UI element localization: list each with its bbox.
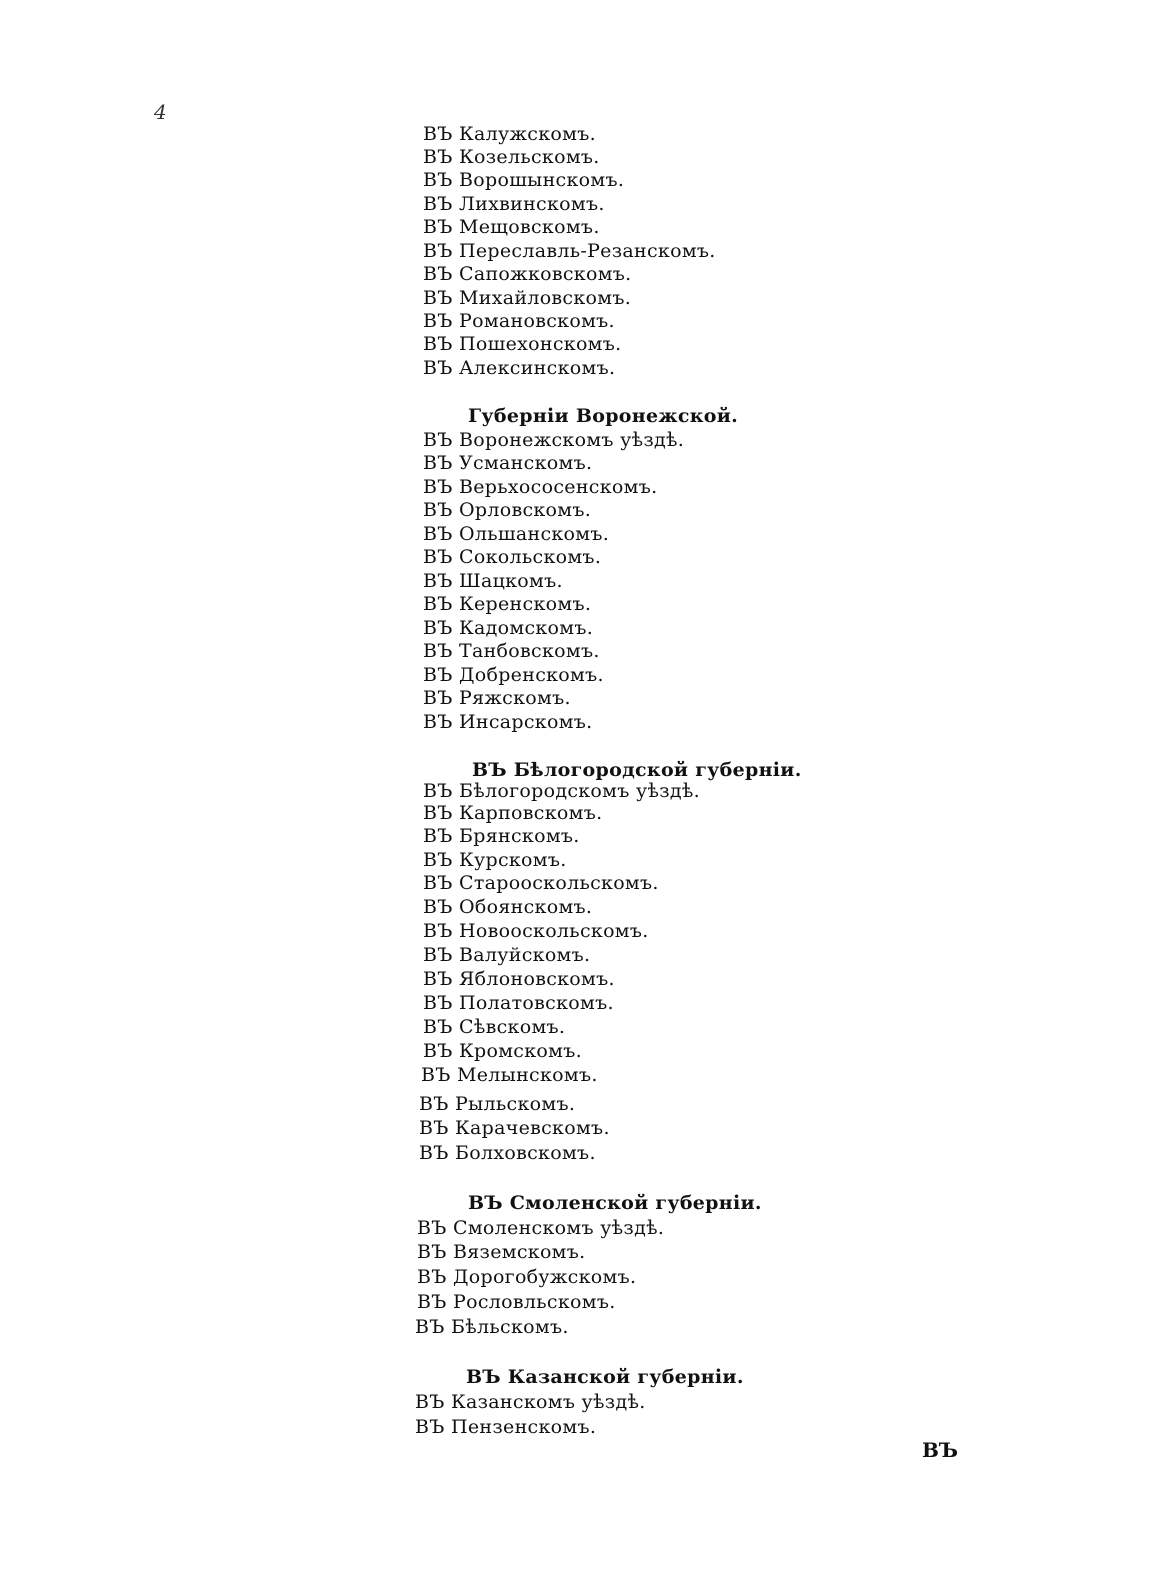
section-heading: ВЪ Бѣлогородской губерніи.	[472, 759, 802, 781]
text-line: ВЪ Болховскомъ.	[419, 1142, 596, 1164]
text-line: ВЪ Ольшанскомъ.	[423, 523, 610, 545]
text-line: ВЪ Мелынскомъ.	[421, 1064, 598, 1086]
text-line: ВЪ Пошехонскомъ.	[423, 333, 622, 355]
text-line: ВЪ Рословльскомъ.	[417, 1291, 616, 1313]
text-line: ВЪ Сѣвскомъ.	[423, 1016, 566, 1038]
text-line: ВЪ Пензенскомъ.	[415, 1416, 597, 1438]
text-line: ВЪ Верьхососенскомъ.	[423, 476, 658, 498]
section-heading: ВЪ Смоленской губерніи.	[468, 1192, 762, 1214]
catchword: ВЪ	[922, 1438, 959, 1462]
text-line: ВЪ Инсарскомъ.	[423, 711, 593, 733]
text-line: ВЪ Полатовскомъ.	[423, 992, 614, 1014]
text-line: ВЪ Курскомъ.	[423, 849, 567, 871]
text-line: ВЪ Ряжскомъ.	[423, 687, 571, 709]
text-line: ВЪ Смоленскомъ уѣздѣ.	[417, 1217, 665, 1239]
text-line: ВЪ Танбовскомъ.	[423, 640, 600, 662]
text-line: ВЪ Обоянскомъ.	[423, 896, 593, 918]
page-number: 4	[154, 100, 167, 124]
text-line: ВЪ Лихвинскомъ.	[423, 193, 605, 215]
text-line: ВЪ Старооскольскомъ.	[423, 872, 659, 894]
text-line: ВЪ Козельскомъ.	[423, 146, 600, 168]
text-line: ВЪ Карачевскомъ.	[419, 1117, 610, 1139]
text-line: ВЪ Шацкомъ.	[423, 570, 563, 592]
text-line: ВЪ Переславль-Резанскомъ.	[423, 240, 716, 262]
text-line: ВЪ Брянскомъ.	[423, 825, 580, 847]
text-line: ВЪ Валуйскомъ.	[423, 944, 591, 966]
text-line: ВЪ Алексинскомъ.	[423, 357, 616, 379]
text-line: ВЪ Мещовскомъ.	[423, 216, 600, 238]
text-line: ВЪ Ворошынскомъ.	[423, 169, 625, 191]
text-line: ВЪ Рыльскомъ.	[419, 1093, 576, 1115]
text-line: ВЪ Михайловскомъ.	[423, 287, 632, 309]
text-line: ВЪ Кромскомъ.	[423, 1040, 582, 1062]
text-line: ВЪ Бѣлогородскомъ уѣздѣ.	[423, 780, 700, 802]
text-line: ВЪ Орловскомъ.	[423, 499, 592, 521]
text-line: ВЪ Новооскольскомъ.	[423, 920, 649, 942]
text-line: ВЪ Вяземскомъ.	[417, 1241, 586, 1263]
text-line: ВЪ Бѣльскомъ.	[415, 1316, 569, 1338]
text-line: ВЪ Добренскомъ.	[423, 664, 604, 686]
section-heading: ВЪ Казанской губерніи.	[466, 1366, 744, 1388]
text-line: ВЪ Усманскомъ.	[423, 452, 593, 474]
text-line: ВЪ Сокольскомъ.	[423, 546, 602, 568]
text-line: ВЪ Казанскомъ уѣздѣ.	[415, 1391, 646, 1413]
text-line: ВЪ Карповскомъ.	[423, 802, 603, 824]
text-line: ВЪ Сапожковскомъ.	[423, 263, 632, 285]
text-line: ВЪ Дорогобужскомъ.	[417, 1266, 637, 1288]
text-line: ВЪ Кадомскомъ.	[423, 617, 594, 639]
text-line: ВЪ Калужскомъ.	[423, 123, 596, 145]
text-line: ВЪ Керенскомъ.	[423, 593, 592, 615]
text-line: ВЪ Яблоновскомъ.	[423, 968, 615, 990]
text-line: ВЪ Романовскомъ.	[423, 310, 615, 332]
text-line: ВЪ Воронежскомъ уѣздѣ.	[423, 429, 685, 451]
section-heading: Губерніи Воронежской.	[468, 405, 738, 427]
